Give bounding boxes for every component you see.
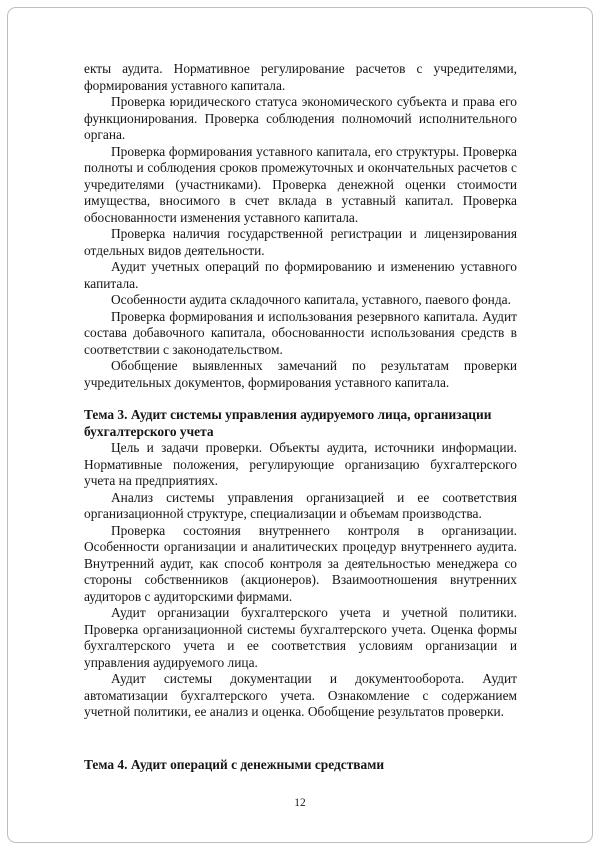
paragraph: Аудит учетных операций по формированию и изменению уставного капитала. xyxy=(84,259,517,291)
paragraph: Проверка юридического статуса экономического субъекта и права его функционирования. Проверка соблюдения полномочий исполнительного органа. xyxy=(84,94,517,142)
paragraph: Проверка формирования уставного капитала, его структуры. Проверка полноты и соблюдения сроков промежуточных и окончательных расчетов с учредителями (участниками). Проверка денежной оценки стоимости имущества, вносимого в счет вклада в уставный капитал. Проверка обоснованности изменения уставного капитала. xyxy=(84,143,517,225)
page-number: 12 xyxy=(294,797,306,809)
paragraph: Анализ системы управления организацией и ее соответствия организационной структуре, специализации и объемам производства. xyxy=(84,489,517,521)
paragraph: Проверка состояния внутреннего контроля в организации. Особенности организации и аналитических процедур внутреннего аудита. Внутренний аудит, как способ контроля за деятельностью менеджера со стороны собственников (акционеров). Взаимоотношения внутренних аудиторов с аудиторскими фирмами. xyxy=(84,522,517,604)
paragraph: екты аудита. Нормативное регулирование расчетов с учредителями, формирования уставного капитала. xyxy=(84,61,517,93)
paragraph: Особенности аудита складочного капитала, уставного, паевого фонда. xyxy=(111,292,511,307)
section-heading-tema-3: Тема 3. Аудит системы управления аудируемого лица, организации бухгалтерского учета xyxy=(84,407,492,439)
paragraph: Цель и задачи проверки. Объекты аудита, источники информации. Нормативные положения, регулирующие организацию бухгалтерского учета на предприятиях. xyxy=(84,440,517,488)
paragraph: Проверка формирования и использования резервного капитала. Аудит состава добавочного капитала, обоснованности использования средств в соответствии с законодательством. xyxy=(84,308,517,357)
paragraph: Аудит организации бухгалтерского учета и учетной политики. Проверка организационной системы бухгалтерского учета. Оценка формы бухгалтерского учета и ее соответствия условиям организации и управления аудируемого лица. xyxy=(84,605,517,670)
section-heading-tema-4: Тема 4. Аудит операций с денежными средствами xyxy=(84,756,385,772)
paragraph: Обобщение выявленных замечаний по результатам проверки учредительных документов, формирования уставного капитала. xyxy=(84,358,517,390)
paragraph: Аудит системы документации и документооборота. Аудит автоматизации бухгалтерского учета. Ознакомление с содержанием учетной политики, ее анализ и оценка. Обобщение результатов проверки. xyxy=(84,671,517,719)
document-text-block xyxy=(84,61,517,773)
paragraph: Проверка наличия государственной регистрации и лицензирования отдельных видов деятельности. xyxy=(84,226,517,258)
